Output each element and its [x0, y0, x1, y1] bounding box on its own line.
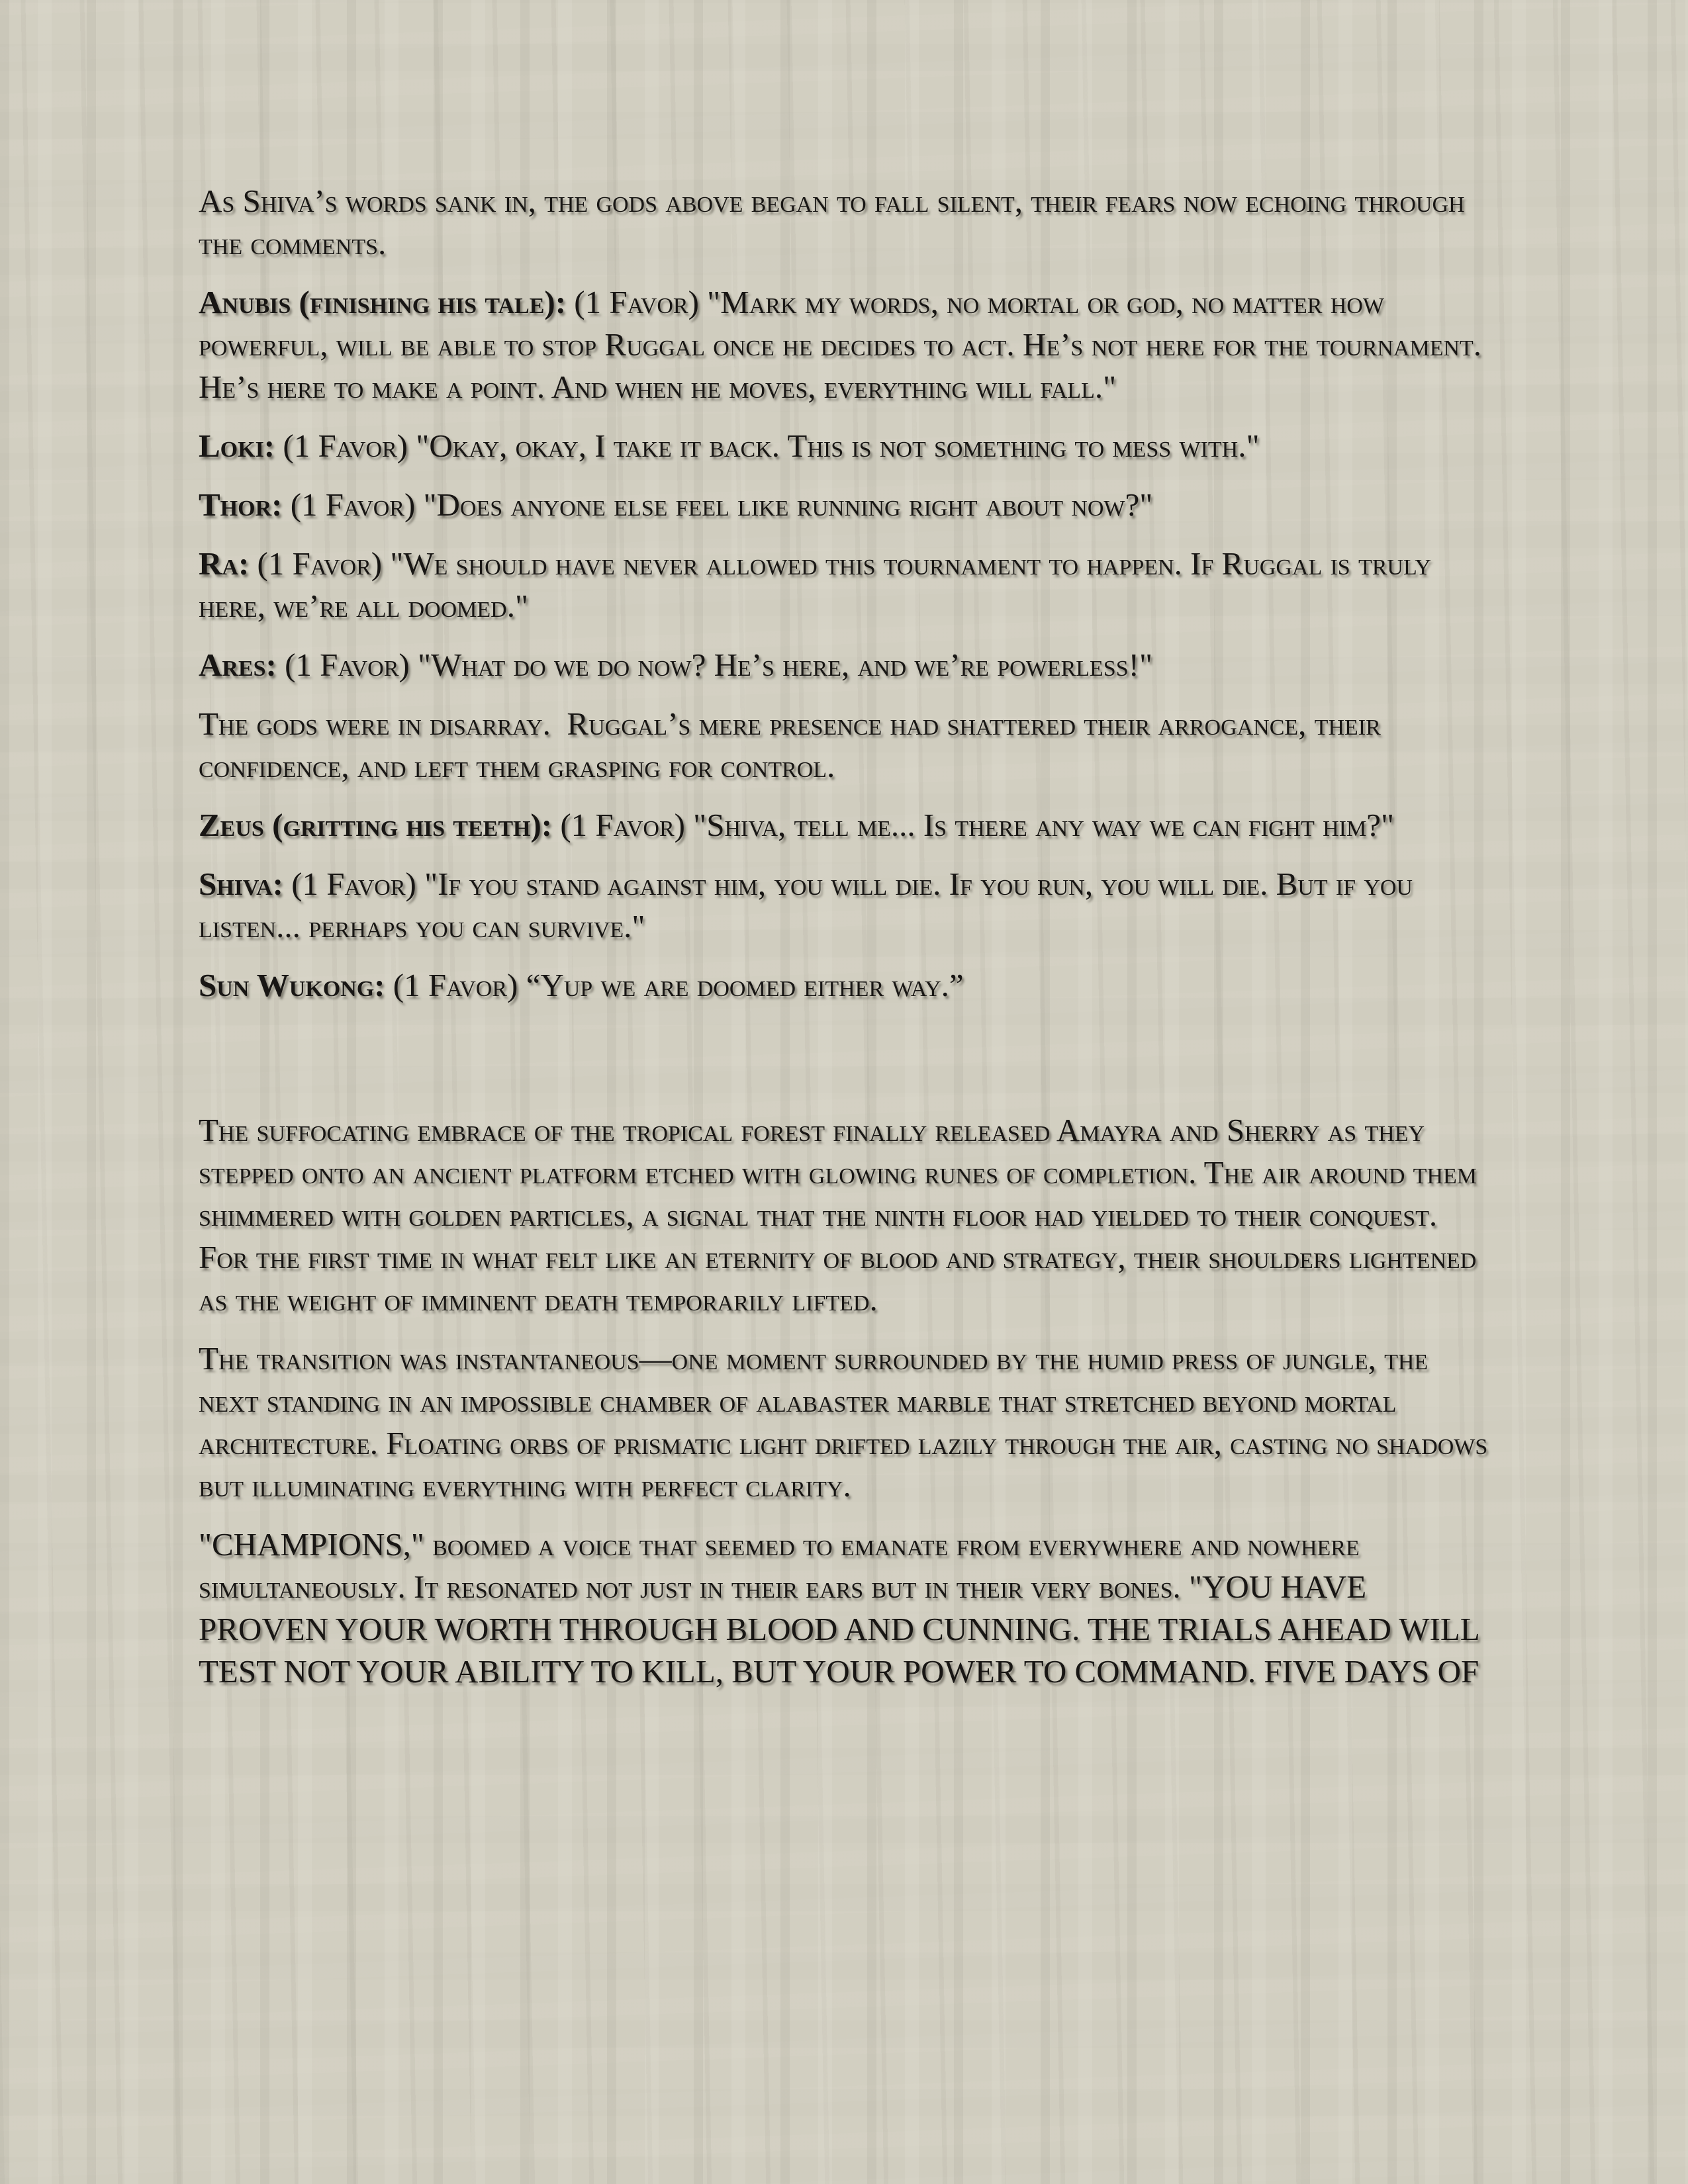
- paragraph-text: (1 Favor) "If you stand against him, you will die. If you run, you will die. But if you listen... perhaps you can survive.": [199, 866, 1421, 944]
- paragraph: [199, 964, 1493, 1007]
- paragraph-text: (1 Favor) "Does anyone else feel like running right about now?": [282, 486, 1153, 523]
- paragraph-text: (1 Favor) "Mark my words, no mortal or god, no matter how powerful, will be able to stop Ruggal once he decides to act. He’s not here for the tournament. He’s here to make a point. And when he moves, everything will fall.": [199, 284, 1490, 405]
- paragraph-text: "CHAMPIONS," boomed a voice that seemed to emanate from everywhere and nowhere simultaneously. It resonated not just in their ears but in their very bones. "YOU HAVE PROVEN YOUR WORTH THROUGH BLOOD AND CUNNING. THE TRIALS AHEAD WILL TEST NOT YOUR ABILITY TO KILL, BUT YOUR POWER TO COMMAND. FIVE DAYS OF: [199, 1526, 1487, 1690]
- speaker-name: Sun Wukong:: [199, 967, 385, 1003]
- speaker-name: Anubis (finishing his tale):: [199, 284, 567, 320]
- paragraph: [199, 180, 1493, 265]
- speaker-name: Thor:: [199, 486, 283, 523]
- paragraph: [199, 703, 1493, 788]
- speaker-name: Ares:: [199, 647, 277, 683]
- paragraph: [199, 863, 1493, 948]
- paragraph-text: (1 Favor) “Yup we are doomed either way.”: [385, 967, 964, 1003]
- paragraph: [199, 1109, 1493, 1321]
- paragraph-text: As Shiva’s words sank in, the gods above began to fall silent, their fears now echoing through the comments.: [199, 183, 1473, 261]
- paragraph: [199, 1524, 1493, 1693]
- paragraph-text: (1 Favor) "Shiva, tell me... Is there any way we can fight him?": [552, 807, 1394, 843]
- paragraph: [199, 804, 1493, 846]
- speaker-name: Loki:: [199, 428, 275, 464]
- speaker-name: Ra:: [199, 545, 250, 582]
- paragraph-text: The gods were in disarray. Ruggal’s mere presence had shattered their arrogance, their confidence, and left them grasping for control.: [199, 705, 1389, 784]
- paragraph-text: The suffocating embrace of the tropical forest finally released Amayra and Sherry as they stepped onto an ancient platform etched with glowing runes of completion. The air around them shimmered with golden particles, a signal that the ninth floor had yielded to their conquest. For the first time in what felt like an eternity of blood and strategy, their shoulders lightened as the weight of imminent death temporarily lifted.: [199, 1112, 1485, 1318]
- paragraph-text: (1 Favor) "Okay, okay, I take it back. This is not something to mess with.": [275, 428, 1260, 464]
- paragraph-spacer: [199, 1023, 1493, 1109]
- paragraph: [199, 484, 1493, 526]
- paragraph: [199, 281, 1493, 408]
- paragraph-text: The transition was instantaneous—one moment surrounded by the humid press of jungle, the next standing in an impossible chamber of alabaster marble that stretched beyond mortal architecture. Floating orbs of prismatic light drifted lazily through the air, casting no shadows but illuminating everything with perfect clarity.: [199, 1340, 1496, 1504]
- speaker-name: Zeus (gritting his teeth):: [199, 807, 553, 843]
- document-content: [199, 180, 1496, 1693]
- paragraph-text: (1 Favor) "What do we do now? He’s here, and we’re powerless!": [276, 647, 1152, 683]
- paragraph: [199, 644, 1493, 686]
- paragraph: [199, 425, 1493, 467]
- paragraph-text: (1 Favor) "We should have never allowed this tournament to happen. If Ruggal is truly here, we’re all doomed.": [199, 545, 1440, 624]
- speaker-name: Shiva:: [199, 866, 283, 902]
- paragraph: [199, 543, 1493, 627]
- paragraph: [199, 1338, 1496, 1507]
